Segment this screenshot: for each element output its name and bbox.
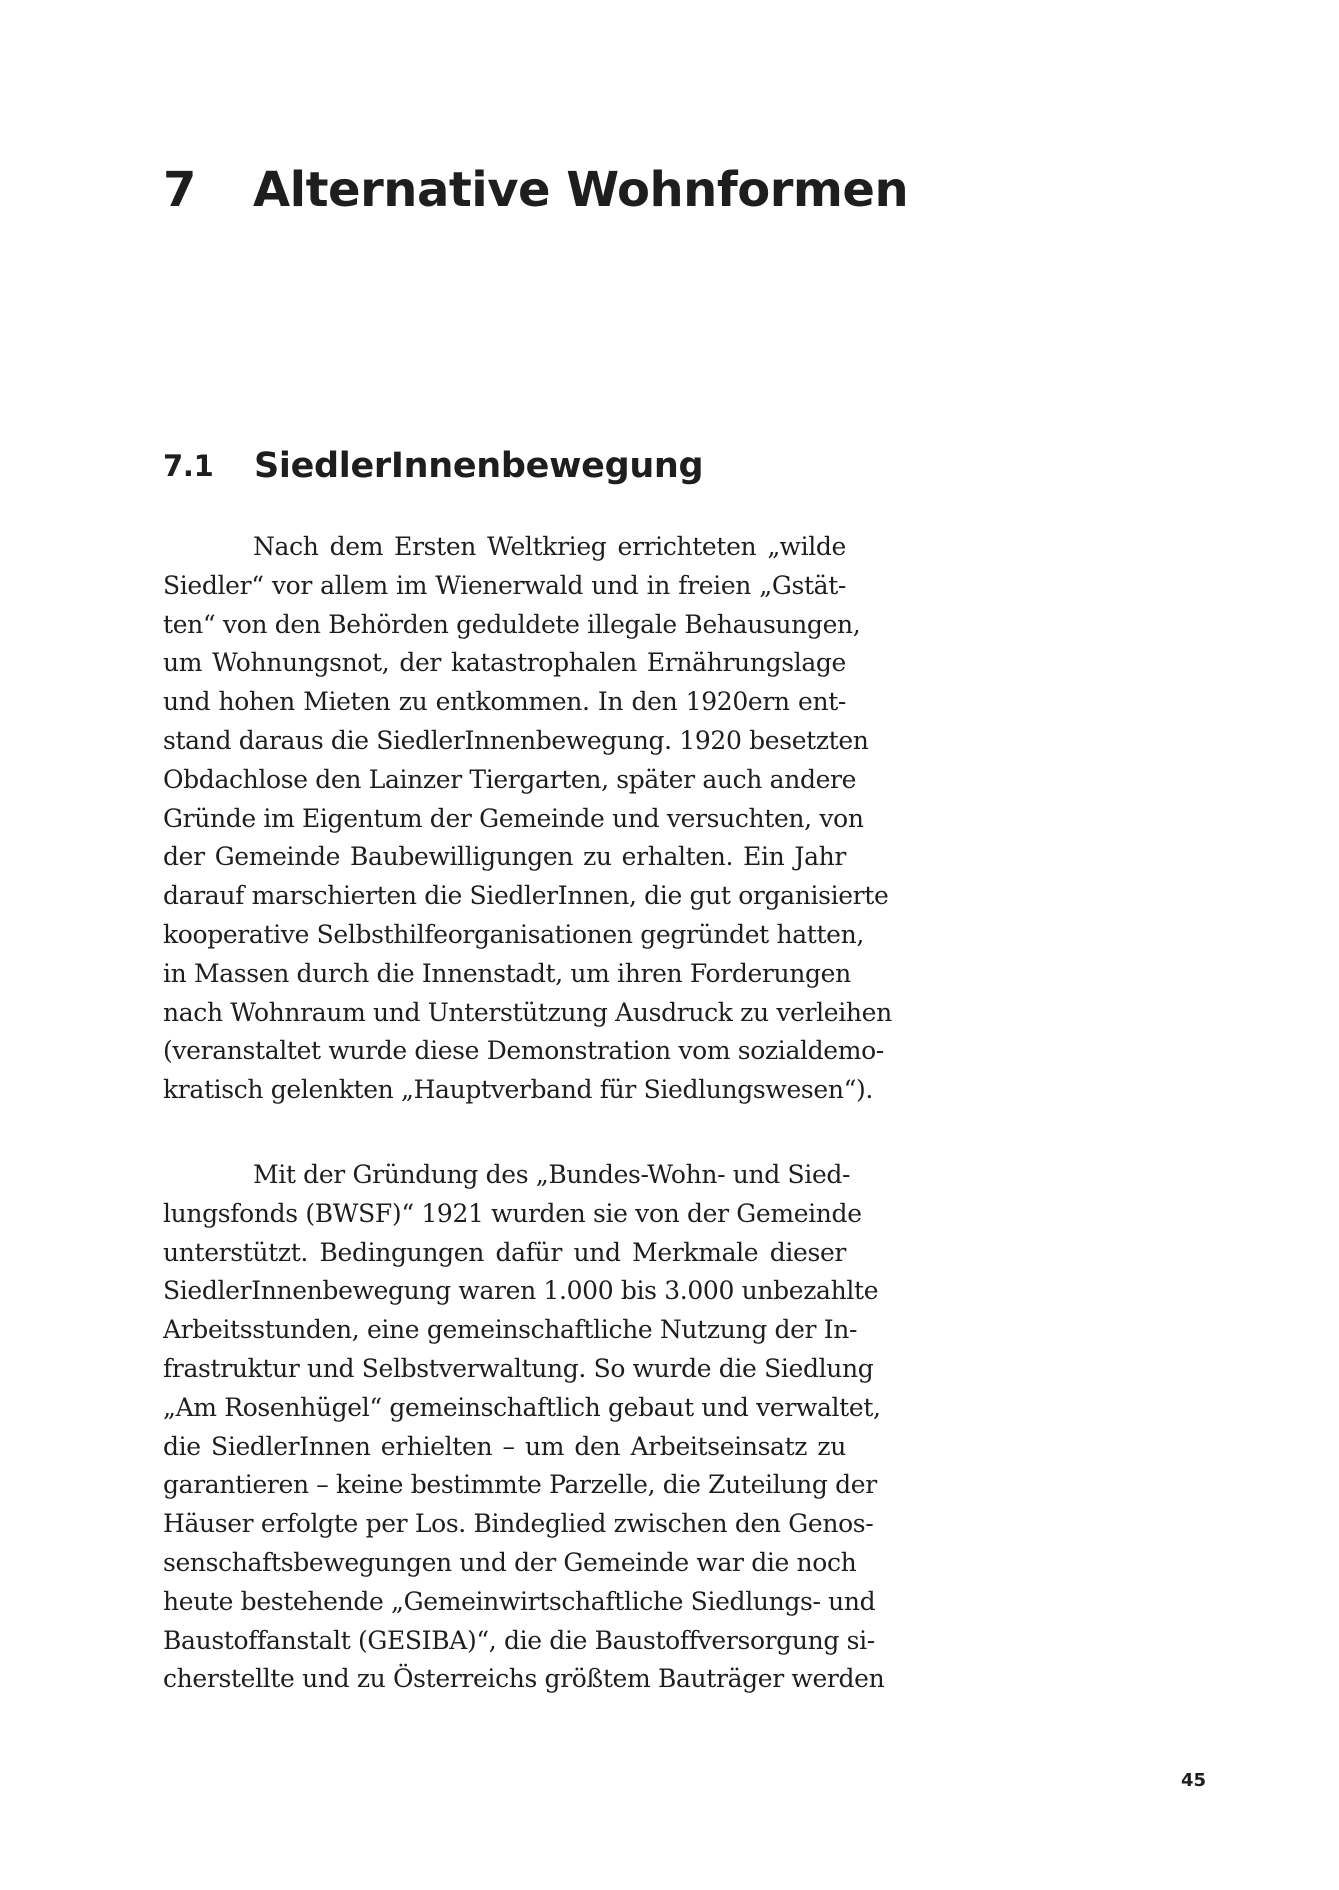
text-line: unterstützt. Bedingungen dafür und Merkmale dieser xyxy=(163,1237,846,1267)
text-line: cherstellte und zu Österreichs größtem Bauträger werden xyxy=(163,1664,885,1694)
body-paragraph-1 xyxy=(163,528,892,1110)
text-line: frastruktur und Selbstverwaltung. So wurde die Siedlung xyxy=(163,1353,874,1383)
page-number: 45 xyxy=(1180,1770,1206,1791)
text-line: Baustoffanstalt (GESIBA)“, die die Baustoffversorgung si- xyxy=(163,1625,875,1655)
section-number: 7.1 xyxy=(163,449,214,483)
text-line: ten“ von den Behörden geduldete illegale Behausungen, xyxy=(163,609,861,639)
text-line: „Am Rosenhügel“ gemeinschaftlich gebaut und verwaltet, xyxy=(163,1392,881,1422)
text-line: Obdachlose den Lainzer Tiergarten, später auch andere xyxy=(163,764,857,794)
text-line: kratisch gelenkten „Hauptverband für Siedlungswesen“). xyxy=(163,1075,873,1105)
text-line: um Wohnungsnot, der katastrophalen Ernährungslage xyxy=(163,648,846,678)
text-line: kooperative Selbsthilfeorganisationen gegründet hatten, xyxy=(163,919,864,949)
body-paragraph-2 xyxy=(163,1156,885,1699)
text-line: die SiedlerInnen erhielten – um den Arbeitseinsatz zu xyxy=(163,1431,846,1461)
text-line: nach Wohnraum und Unterstützung Ausdruck zu verleihen xyxy=(163,997,892,1027)
text-line: und hohen Mieten zu entkommen. In den 1920ern ent- xyxy=(163,687,846,717)
text-line: senschaftsbewegungen und der Gemeinde war die noch xyxy=(163,1547,857,1577)
text-line: heute bestehende „Gemeinwirtschaftliche Siedlungs- und xyxy=(163,1586,876,1616)
text-line: garantieren – keine bestimmte Parzelle, die Zuteilung der xyxy=(163,1470,877,1500)
text-line: (veranstaltet wurde diese Demonstration vom sozialdemo- xyxy=(163,1036,884,1066)
text-line: in Massen durch die Innenstadt, um ihren Forderungen xyxy=(163,958,851,988)
text-line: darauf marschierten die SiedlerInnen, die gut organisierte xyxy=(163,881,889,911)
text-line: Mit der Gründung des „Bundes-Wohn- und Sied- xyxy=(253,1160,851,1189)
text-line: Gründe im Eigentum der Gemeinde und versuchten, von xyxy=(163,803,864,833)
section-title: SiedlerInnenbewegung xyxy=(254,446,704,486)
text-line: Häuser erfolgte per Los. Bindeglied zwischen den Genos- xyxy=(163,1509,874,1539)
text-line: der Gemeinde Baubewilligungen zu erhalten. Ein Jahr xyxy=(163,842,846,872)
text-line: stand daraus die SiedlerInnenbewegung. 1920 besetzten xyxy=(163,725,869,755)
chapter-title: Alternative Wohnformen xyxy=(253,162,909,218)
chapter-number: 7 xyxy=(163,162,196,218)
text-line: SiedlerInnenbewegung waren 1.000 bis 3.000 unbezahlte xyxy=(163,1276,879,1306)
text-line: Arbeitsstunden, eine gemeinschaftliche Nutzung der In- xyxy=(163,1315,858,1345)
text-line: Nach dem Ersten Weltkrieg errichteten „wilde xyxy=(253,532,846,561)
text-line: Siedler“ vor allem im Wienerwald und in freien „Gstät- xyxy=(163,570,846,600)
text-line: lungsfonds (BWSF)“ 1921 wurden sie von der Gemeinde xyxy=(163,1198,862,1228)
